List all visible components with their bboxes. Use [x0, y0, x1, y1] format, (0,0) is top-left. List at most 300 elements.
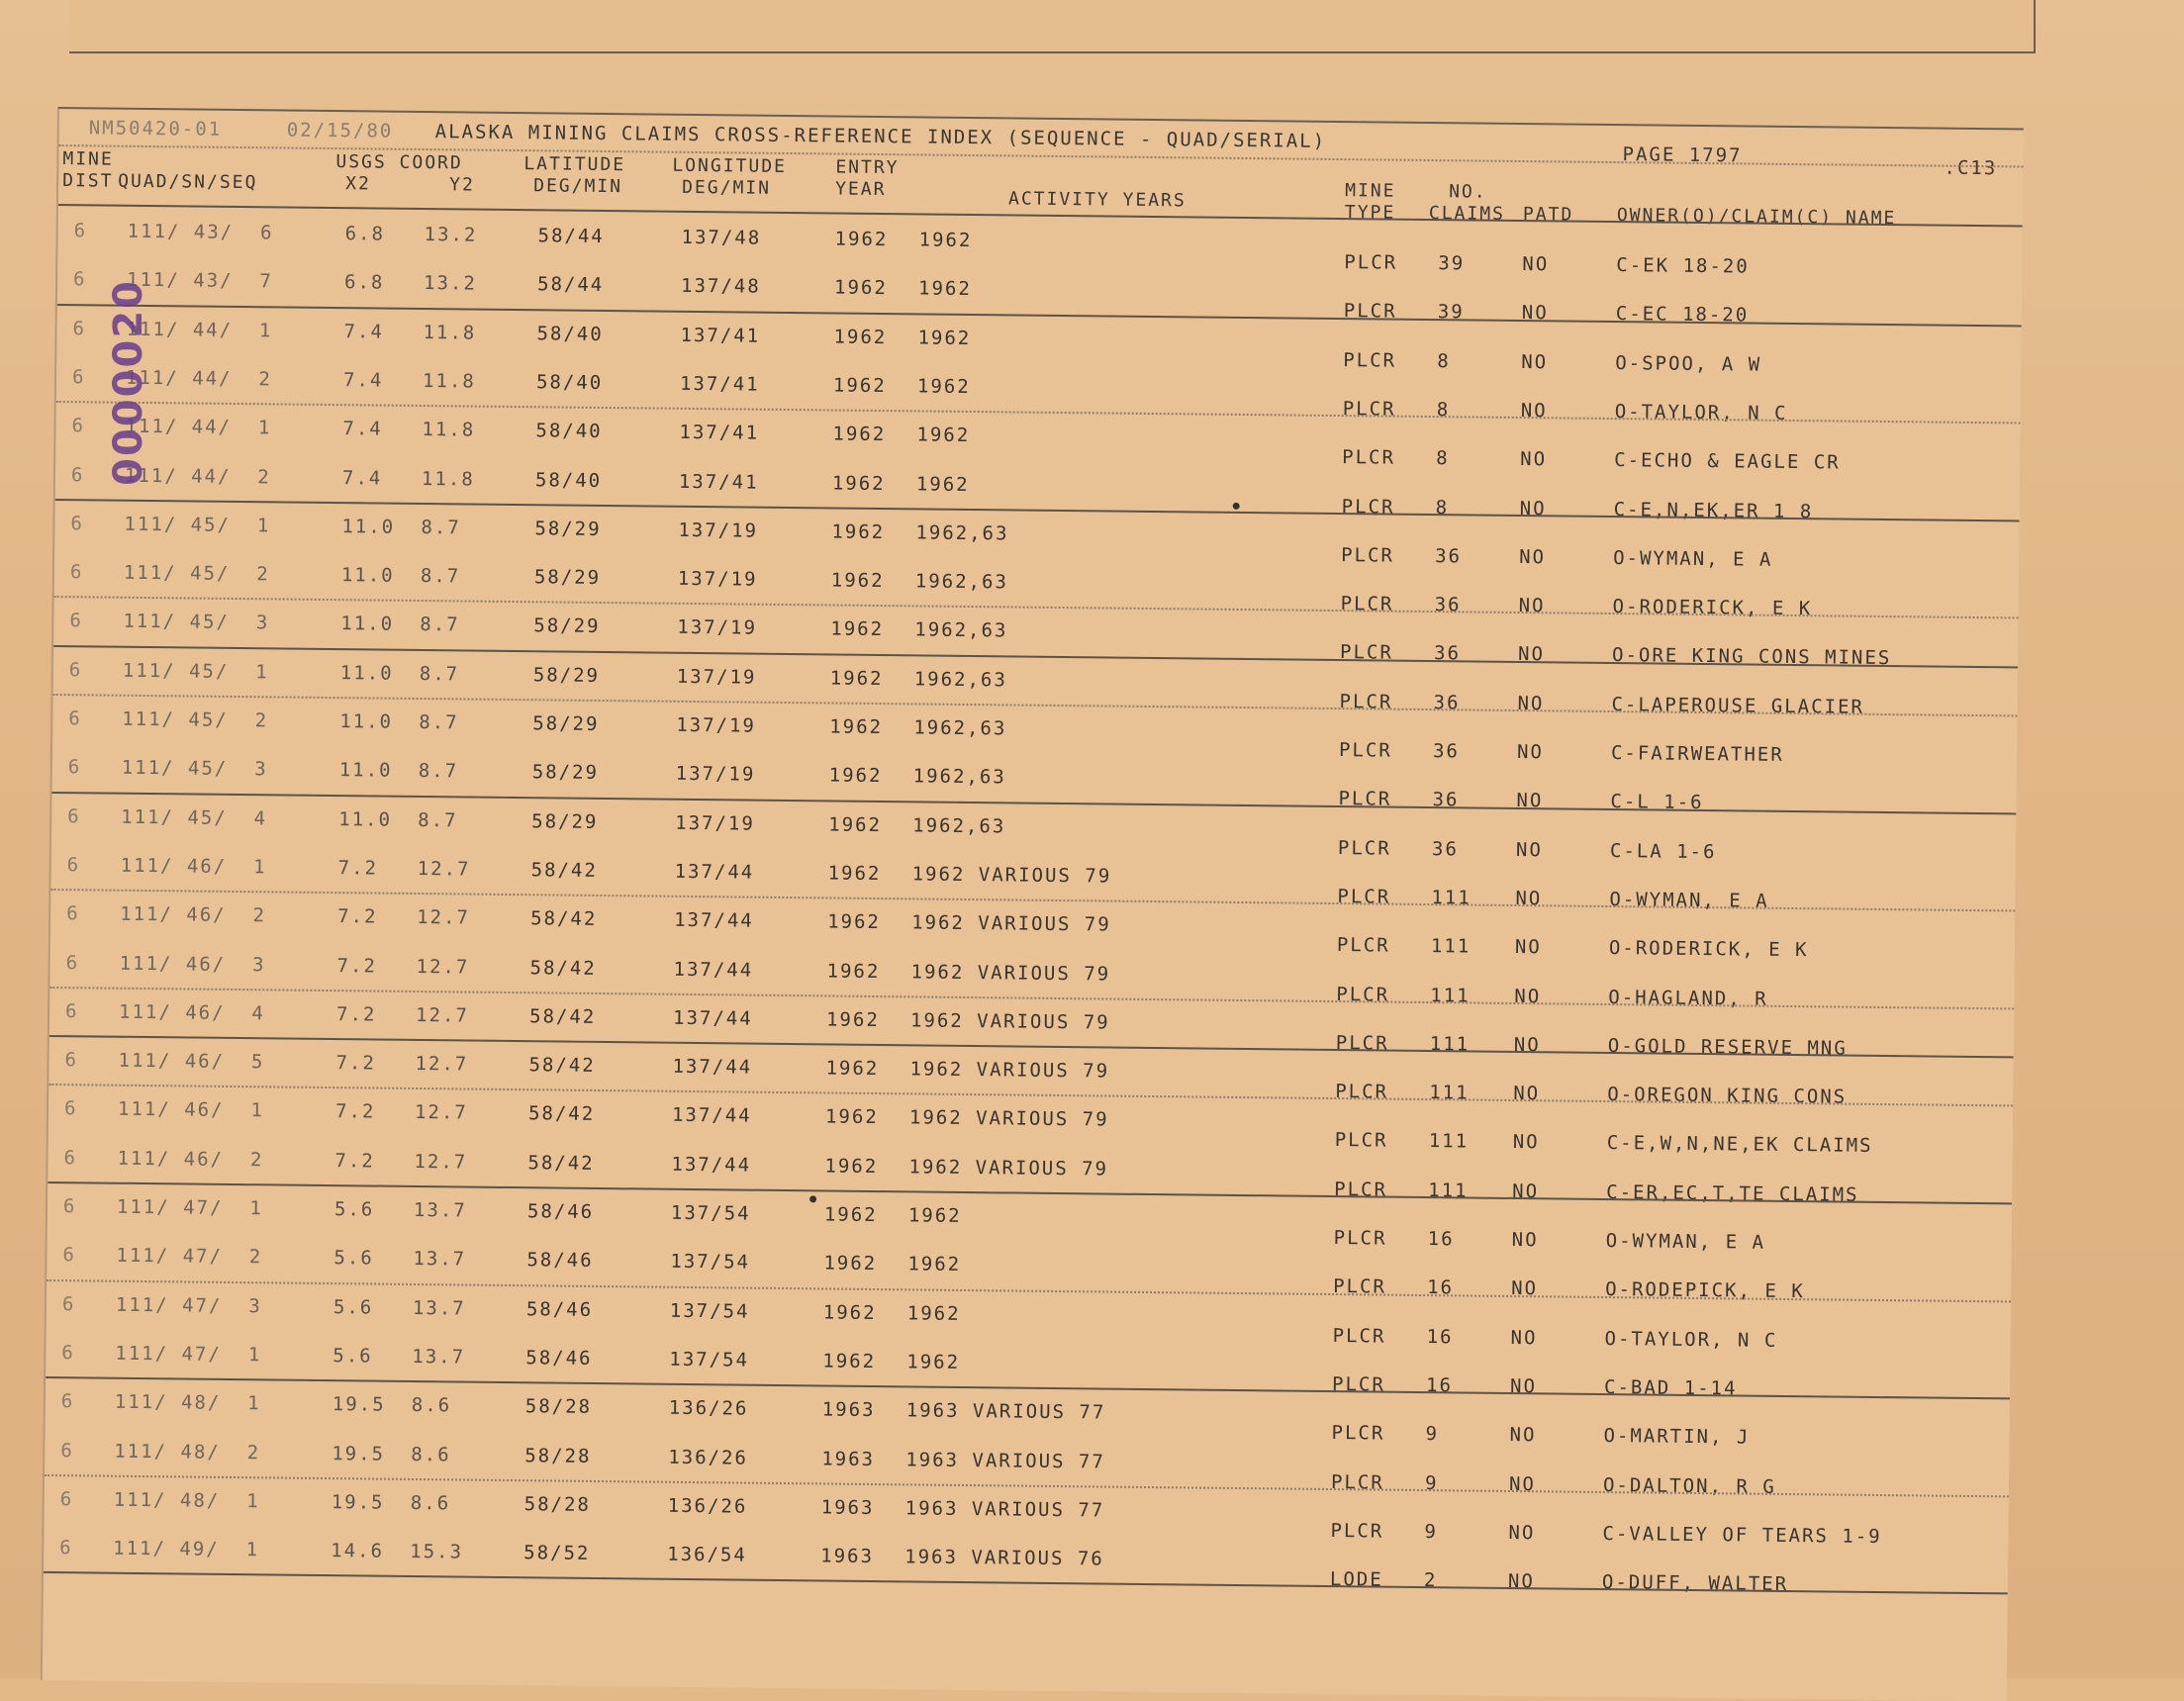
cell-type: PLCR — [1331, 1422, 1385, 1445]
cell-entry: 1962 — [833, 326, 888, 348]
cell-claims: 2 — [1423, 1569, 1438, 1592]
cell-activity: 1963 VARIOUS 77 — [905, 1448, 1105, 1473]
cell-entry: 1962 — [823, 1252, 878, 1276]
cell-quad: 111/ 43/ 7 — [126, 269, 274, 293]
cell-x2: 19.5 — [332, 1442, 386, 1465]
cell-lat: 58/40 — [535, 420, 603, 443]
cell-dist: 6 — [60, 1439, 74, 1462]
cell-lon: 137/44 — [673, 958, 754, 982]
cell-owner: O-DALTON, R G — [1602, 1473, 1776, 1498]
cell-claims: 16 — [1427, 1276, 1455, 1299]
cell-type: PLCR — [1338, 739, 1392, 762]
cell-claims: 111 — [1428, 1130, 1470, 1153]
cell-claims: 16 — [1426, 1325, 1454, 1348]
cell-lon: 137/54 — [669, 1348, 750, 1371]
cell-lat: 58/42 — [527, 1151, 595, 1175]
printout-sheet — [41, 107, 2024, 1701]
cell-x2: 7.2 — [336, 954, 378, 978]
cell-y2: 13.7 — [413, 1248, 467, 1271]
cell-activity: 1962 VARIOUS 79 — [911, 863, 1112, 888]
cell-lat: 58/40 — [534, 468, 603, 492]
cell-x2: 11.0 — [338, 807, 393, 831]
cell-lat: 58/46 — [525, 1347, 593, 1370]
cell-lat: 58/46 — [526, 1200, 595, 1223]
cell-lon: 137/41 — [679, 372, 760, 396]
header-entry: ENTRY — [835, 156, 900, 179]
cell-quad: 111/ 46/ 2 — [120, 902, 267, 927]
cell-lon: 137/44 — [672, 1055, 753, 1079]
cell-quad: 111/ 48/ 1 — [114, 1390, 261, 1415]
cell-entry: 1962 — [828, 813, 883, 836]
cell-owner: O-MARTIN, J — [1603, 1425, 1751, 1449]
header-quad-sn-seq: QUAD/SN/SEQ — [118, 170, 258, 194]
cell-type: LODE — [1329, 1568, 1383, 1591]
cell-owner: C-E,N,EK,ER 1 8 — [1613, 498, 1814, 522]
cell-quad: 111/ 45/ 2 — [123, 561, 270, 586]
cell-dist: 6 — [66, 902, 80, 925]
cell-dist: 6 — [66, 854, 81, 877]
cell-activity: 1962 — [917, 327, 972, 349]
cell-claims: 111 — [1429, 1032, 1471, 1056]
cell-activity: 1962 — [906, 1301, 961, 1325]
cell-entry: 1962 — [832, 374, 887, 397]
cell-dist: 6 — [59, 1537, 73, 1559]
cell-lon: 137/19 — [676, 713, 757, 737]
cell-x2: 11.0 — [339, 661, 394, 685]
cell-type: PLCR — [1343, 348, 1397, 372]
cell-activity: 1962,63 — [915, 521, 1009, 545]
cell-owner: C-E,W,N,NE,EK CLAIMS — [1606, 1132, 1873, 1158]
cell-dist: 6 — [63, 1097, 78, 1120]
cell-type: PLCR — [1340, 593, 1394, 615]
cell-lon: 137/44 — [671, 1104, 752, 1128]
cell-type: PLCR — [1335, 1081, 1389, 1103]
cell-x2: 14.6 — [331, 1540, 385, 1562]
cell-type: PLCR — [1337, 885, 1391, 908]
cell-lat: 58/29 — [532, 712, 600, 735]
cell-claims: 36 — [1431, 837, 1459, 860]
cell-type: PLCR — [1341, 543, 1395, 567]
cell-quad: 111/ 43/ 6 — [127, 220, 274, 244]
cell-y2: 13.7 — [412, 1345, 466, 1369]
cell-activity: 1962,63 — [913, 716, 1007, 740]
cell-type: PLCR — [1339, 690, 1393, 713]
cell-owner: O-WYMAN, E A — [1613, 546, 1773, 571]
cell-type: PLCR — [1344, 251, 1398, 274]
cell-x2: 7.4 — [342, 369, 384, 392]
cell-quad: 111/ 45/ 2 — [122, 708, 269, 732]
cell-entry: 1962 — [832, 423, 887, 446]
cell-x2: 7.4 — [342, 418, 383, 440]
cell-owner: C-ER,EC,T,TE CLAIMS — [1606, 1181, 1859, 1206]
cell-quad: 111/ 48/ 1 — [113, 1488, 260, 1513]
cell-activity: 1962 — [918, 229, 973, 252]
cell-quad: 111/ 49/ 1 — [113, 1537, 260, 1561]
cell-y2: 11.8 — [423, 321, 477, 344]
page-number: PAGE 1797 — [1622, 143, 1743, 167]
cell-y2: 15.3 — [410, 1541, 464, 1563]
cell-type: PLCR — [1333, 1276, 1387, 1298]
cell-y2: 8.7 — [419, 710, 459, 734]
cell-lat: 58/42 — [529, 956, 597, 980]
cell-x2: 19.5 — [331, 1490, 385, 1514]
cell-patd: NO — [1508, 1521, 1536, 1545]
cell-dist: 6 — [62, 1195, 77, 1218]
cell-dist: 6 — [67, 804, 81, 827]
cell-entry: 1962 — [826, 959, 881, 983]
cell-quad: 111/ 47/ 1 — [116, 1195, 263, 1220]
cell-dist: 6 — [64, 1049, 79, 1072]
cell-y2: 13.7 — [413, 1198, 467, 1222]
cell-entry: 1962 — [822, 1301, 877, 1324]
cell-lon: 137/54 — [669, 1299, 750, 1323]
cell-activity: 1962 — [916, 375, 971, 398]
cell-x2: 11.0 — [340, 564, 395, 587]
cell-activity: 1962,63 — [912, 765, 1006, 789]
cell-entry: 1962 — [831, 520, 886, 543]
header-owner-claim-name: OWNER(O)/CLAIM(C) NAME — [1616, 205, 1897, 230]
cell-lat: 58/40 — [535, 371, 604, 394]
cell-type: PLCR — [1335, 1031, 1389, 1055]
cell-type: PLCR — [1341, 495, 1395, 519]
cell-dist: 6 — [70, 512, 85, 535]
cell-lat: 58/28 — [523, 1492, 592, 1516]
cell-type: PLCR — [1330, 1519, 1384, 1543]
cell-type: PLCR — [1334, 1178, 1388, 1201]
cell-y2: 8.7 — [419, 662, 460, 686]
cell-activity: 1962 — [907, 1204, 962, 1227]
cell-owner: C-FAIRWEATHER — [1610, 742, 1784, 766]
cell-claims: 36 — [1433, 691, 1461, 714]
cell-dist: 6 — [63, 1146, 78, 1169]
header-patd: PATD — [1522, 204, 1574, 226]
cell-lat: 58/40 — [536, 322, 604, 345]
cell-owner: C-LA 1-6 — [1609, 839, 1717, 863]
cell-y2: 12.7 — [417, 906, 471, 929]
cell-owner: C-BAD 1-14 — [1603, 1375, 1738, 1400]
cell-activity: 1963 VARIOUS 77 — [904, 1497, 1105, 1522]
cell-claims: 9 — [1425, 1423, 1440, 1446]
cell-type: PLCR — [1330, 1470, 1384, 1494]
cell-x2: 7.2 — [337, 857, 379, 880]
cell-x2: 7.2 — [335, 1002, 377, 1026]
cell-patd: NO — [1522, 253, 1550, 276]
header-claims: CLAIMS — [1428, 203, 1506, 225]
cell-claims: 36 — [1432, 789, 1460, 811]
cell-dist: 6 — [71, 366, 86, 389]
cell-patd: NO — [1510, 1326, 1538, 1349]
cell-claims: 36 — [1435, 544, 1463, 568]
cell-x2: 5.6 — [332, 1344, 373, 1368]
cell-entry: 1962 — [829, 715, 884, 739]
cell-owner: C-EK 18-20 — [1616, 254, 1750, 278]
cell-activity: 1962,63 — [914, 618, 1008, 642]
header-usgs-coord: USGS COORD — [335, 151, 463, 174]
cell-lon: 136/26 — [668, 1396, 749, 1420]
cell-activity: 1962 — [907, 1253, 962, 1276]
cell-patd: NO — [1514, 936, 1542, 959]
cell-y2: 8.7 — [418, 760, 459, 783]
report-title: ALASKA MINING CLAIMS CROSS-REFERENCE INDEX (SEQUENCE - QUAD/SERIAL) — [434, 121, 1327, 152]
cell-y2: 12.7 — [416, 955, 470, 979]
cell-patd: NO — [1519, 497, 1547, 520]
cell-type: PLCR — [1332, 1324, 1386, 1348]
cell-patd: NO — [1515, 887, 1543, 910]
cell-patd: NO — [1513, 1083, 1541, 1105]
cell-entry: 1962 — [831, 471, 886, 495]
cell-y2: 13.2 — [423, 272, 477, 295]
cell-dist: 6 — [68, 708, 82, 730]
cell-x2: 11.0 — [339, 710, 394, 733]
cell-owner: O-TAYLOR, N C — [1604, 1327, 1778, 1352]
cell-y2: 8.6 — [411, 1394, 452, 1417]
cell-entry: 1962 — [823, 1203, 878, 1227]
cell-patd: NO — [1519, 545, 1547, 569]
cell-type: PLCR — [1343, 300, 1397, 323]
header-y2: Y2 — [449, 174, 475, 196]
cell-lon: 137/44 — [674, 908, 754, 932]
cell-lon: 137/19 — [676, 665, 757, 689]
header-activity-years: ACTIVITY YEARS — [1007, 188, 1187, 212]
cell-claims: 39 — [1437, 301, 1465, 324]
cell-y2: 11.8 — [422, 419, 476, 441]
cell-lat: 58/42 — [530, 907, 598, 931]
cell-entry: 1962 — [825, 1057, 880, 1081]
cell-owner: O-HAGLAND, R — [1608, 986, 1768, 1010]
cell-quad: 111/ 47/ 2 — [116, 1245, 263, 1269]
cell-lon: 137/41 — [678, 470, 759, 494]
cell-dist: 6 — [72, 268, 87, 291]
cell-owner: O-WYMAN, E A — [1605, 1229, 1766, 1254]
cell-x2: 6.8 — [343, 271, 385, 294]
cell-activity: 1962,63 — [913, 668, 1007, 692]
cell-y2: 12.7 — [415, 1003, 469, 1027]
cell-patd: NO — [1516, 740, 1545, 764]
cell-claims: 111 — [1430, 984, 1471, 1007]
header-latitude: LATITUDE — [523, 153, 626, 176]
cell-x2: 7.4 — [341, 466, 383, 490]
cell-claims: 8 — [1436, 447, 1450, 470]
cell-dist: 6 — [61, 1342, 75, 1365]
cell-lon: 137/54 — [670, 1201, 751, 1225]
cell-x2: 5.6 — [333, 1198, 375, 1221]
cell-lon: 137/41 — [679, 422, 760, 444]
cell-lon: 137/44 — [671, 1153, 752, 1177]
header-no: NO. — [1449, 181, 1487, 203]
cell-type: PLCR — [1337, 836, 1391, 860]
cell-lon: 137/44 — [672, 1006, 753, 1030]
cell-activity: 1962 — [906, 1351, 961, 1373]
cell-patd: NO — [1517, 692, 1545, 714]
cell-lon: 136/26 — [667, 1494, 748, 1518]
cell-owner: O-DUFF, WALTER — [1601, 1571, 1789, 1596]
cell-patd: NO — [1509, 1424, 1537, 1447]
cell-y2: 12.7 — [417, 857, 471, 881]
cell-x2: 6.8 — [344, 223, 386, 245]
cell-x2: 11.0 — [338, 759, 393, 782]
cell-quad: 111/ 45/ 3 — [123, 611, 270, 634]
cell-type: PLCR — [1334, 1129, 1388, 1153]
cell-y2: 13.7 — [412, 1296, 466, 1320]
cell-quad: 111/ 45/ 1 — [124, 513, 271, 537]
cell-x2: 11.0 — [341, 515, 396, 538]
cell-claims: 16 — [1427, 1228, 1455, 1251]
cell-dist: 6 — [67, 756, 82, 779]
cell-entry: 1962 — [834, 228, 889, 251]
cell-entry: 1962 — [833, 276, 888, 300]
cell-x2: 7.2 — [337, 905, 378, 928]
cell-dist: 6 — [62, 1244, 77, 1267]
cell-patd: NO — [1516, 790, 1544, 812]
cell-activity: 1962 VARIOUS 79 — [908, 1156, 1109, 1181]
cell-patd: NO — [1507, 1570, 1535, 1593]
cell-owner: O-RODERICK, E K — [1612, 596, 1813, 620]
cell-claims: 16 — [1425, 1373, 1454, 1397]
cell-lat: 58/28 — [524, 1395, 593, 1419]
cell-activity: 1962 VARIOUS 79 — [910, 960, 1111, 986]
cell-lat: 58/42 — [530, 859, 599, 882]
cell-activity: 1962 VARIOUS 79 — [909, 1058, 1110, 1083]
cell-owner: O-RODERICK, E K — [1608, 937, 1809, 962]
cell-patd: NO — [1521, 302, 1549, 325]
cell-claims: 39 — [1438, 252, 1466, 275]
cell-claims: 111 — [1430, 935, 1472, 958]
cell-patd: NO — [1512, 1131, 1540, 1154]
cell-lat: 58/46 — [526, 1249, 594, 1273]
cell-patd: NO — [1511, 1277, 1539, 1300]
cell-quad: 111/ 46/ 5 — [118, 1049, 265, 1074]
cell-y2: 8.7 — [420, 565, 461, 588]
cell-x2: 7.4 — [343, 320, 385, 343]
cell-dist: 6 — [73, 220, 88, 242]
cell-y2: 8.7 — [421, 516, 461, 539]
cell-type: PLCR — [1331, 1372, 1385, 1396]
cell-owner: O-GOLD RESERVE MNG — [1607, 1034, 1848, 1060]
cell-activity: 1963 VARIOUS 77 — [905, 1399, 1106, 1424]
cell-type: PLCR — [1333, 1227, 1387, 1250]
cell-entry: 1962 — [822, 1350, 877, 1372]
cell-entry: 1962 — [828, 764, 883, 788]
header-dist: DIST — [62, 170, 114, 192]
header-mine-type-1: MINE — [1345, 180, 1396, 202]
cell-activity: 1962 — [917, 277, 972, 301]
cell-type: PLCR — [1342, 446, 1396, 469]
cell-quad: 111/ 48/ 2 — [114, 1440, 261, 1464]
cell-y2: 8.6 — [410, 1491, 451, 1515]
cell-patd: NO — [1513, 1033, 1541, 1057]
cell-owner: O-WYMAN, E A — [1609, 888, 1769, 912]
cell-dist: 6 — [60, 1390, 75, 1413]
cell-entry: 1963 — [821, 1398, 876, 1422]
cell-lon: 137/19 — [675, 763, 756, 786]
cell-quad: 111/ 46/ 2 — [117, 1147, 264, 1172]
cell-y2: 8.6 — [411, 1443, 451, 1465]
cell-entry: 1963 — [820, 1496, 875, 1519]
cell-y2: 12.7 — [414, 1101, 468, 1124]
cell-patd: NO — [1509, 1374, 1538, 1398]
cell-activity: 1963 VARIOUS 76 — [904, 1546, 1104, 1570]
cell-lat: 58/52 — [523, 1542, 591, 1565]
cell-patd: NO — [1515, 838, 1543, 861]
cell-lon: 136/26 — [668, 1446, 749, 1469]
cell-activity: 1962,63 — [912, 813, 1006, 838]
cell-type: PLCR — [1338, 788, 1392, 810]
cell-entry: 1962 — [827, 862, 882, 885]
cell-y2: 13.2 — [424, 224, 478, 246]
cell-quad: 111/ 46/ 3 — [119, 952, 266, 976]
cell-dist: 6 — [70, 463, 85, 486]
cell-activity: 1962,63 — [914, 570, 1009, 594]
cell-lon: 137/19 — [678, 519, 759, 542]
cell-quad: 111/ 44/ 2 — [125, 366, 272, 391]
cell-y2: 11.8 — [422, 369, 476, 393]
serial-stamp: 0000020 — [106, 279, 151, 486]
header-longitude: LONGITUDE — [672, 154, 788, 177]
cell-lon: 137/48 — [680, 275, 761, 298]
cell-owner: O-TAYLOR, N C — [1614, 400, 1788, 425]
cell-owner: C-EC 18-20 — [1615, 303, 1750, 327]
cell-patd: NO — [1521, 350, 1549, 373]
header-year: YEAR — [835, 178, 887, 201]
cell-claims: 9 — [1424, 1471, 1439, 1494]
cell-owner: C-LAPEROUSE GLACIER — [1611, 693, 1865, 718]
cell-x2: 5.6 — [332, 1295, 374, 1319]
cell-owner: C-L 1-6 — [1610, 791, 1704, 814]
cell-lat: 58/29 — [534, 518, 602, 540]
cell-y2: 12.7 — [414, 1150, 468, 1174]
cell-dist: 6 — [72, 317, 87, 339]
cell-quad: 111/ 46/ 1 — [120, 854, 267, 879]
cell-dist: 6 — [68, 658, 83, 681]
cell-lon: 137/19 — [677, 616, 758, 640]
cell-claims: 111 — [1431, 886, 1472, 909]
cell-patd: NO — [1518, 595, 1546, 617]
cell-owner: O-OREGON KING CONS — [1607, 1084, 1848, 1108]
cell-claims: 36 — [1432, 740, 1461, 763]
header-x2: X2 — [345, 173, 371, 195]
cell-claims: 8 — [1436, 398, 1451, 422]
cell-dist: 6 — [59, 1487, 74, 1511]
cell-activity: 1962 VARIOUS 79 — [911, 911, 1111, 936]
cell-dist: 6 — [69, 561, 84, 584]
cell-patd: NO — [1514, 985, 1542, 1007]
cell-lat: 58/44 — [537, 225, 605, 247]
cell-owner: C-VALLEY OF TEARS 1-9 — [1602, 1522, 1882, 1548]
cell-lon: 137/54 — [670, 1251, 751, 1274]
cell-claims: 111 — [1429, 1082, 1470, 1104]
cell-lat: 58/29 — [531, 809, 599, 833]
cell-owner: O-SPOO, A W — [1615, 351, 1762, 376]
cell-y2: 11.8 — [421, 467, 475, 491]
header-mine: MINE — [62, 148, 114, 170]
cell-quad: 111/ 44/ 2 — [124, 464, 271, 488]
cell-patd: NO — [1520, 448, 1548, 471]
cell-type: PLCR — [1336, 934, 1390, 957]
cell-entry: 1962 — [824, 1155, 879, 1178]
cell-quad: 111/ 45/ 1 — [122, 659, 269, 684]
cell-lat: 58/29 — [533, 614, 601, 638]
cell-activity: 1962 VARIOUS 79 — [909, 1009, 1110, 1034]
cell-claims: 111 — [1428, 1179, 1469, 1202]
program-id: NM50420-01 — [88, 117, 223, 141]
report-date: 02/15/80 — [286, 119, 394, 142]
cell-x2: 7.2 — [334, 1100, 376, 1123]
cell-x2: 11.0 — [340, 613, 395, 636]
cell-lon: 137/19 — [677, 567, 758, 591]
cell-lon: 137/44 — [674, 860, 755, 884]
cell-owner: O-RODEPICK, E K — [1605, 1278, 1805, 1303]
cell-dist: 6 — [71, 415, 86, 437]
